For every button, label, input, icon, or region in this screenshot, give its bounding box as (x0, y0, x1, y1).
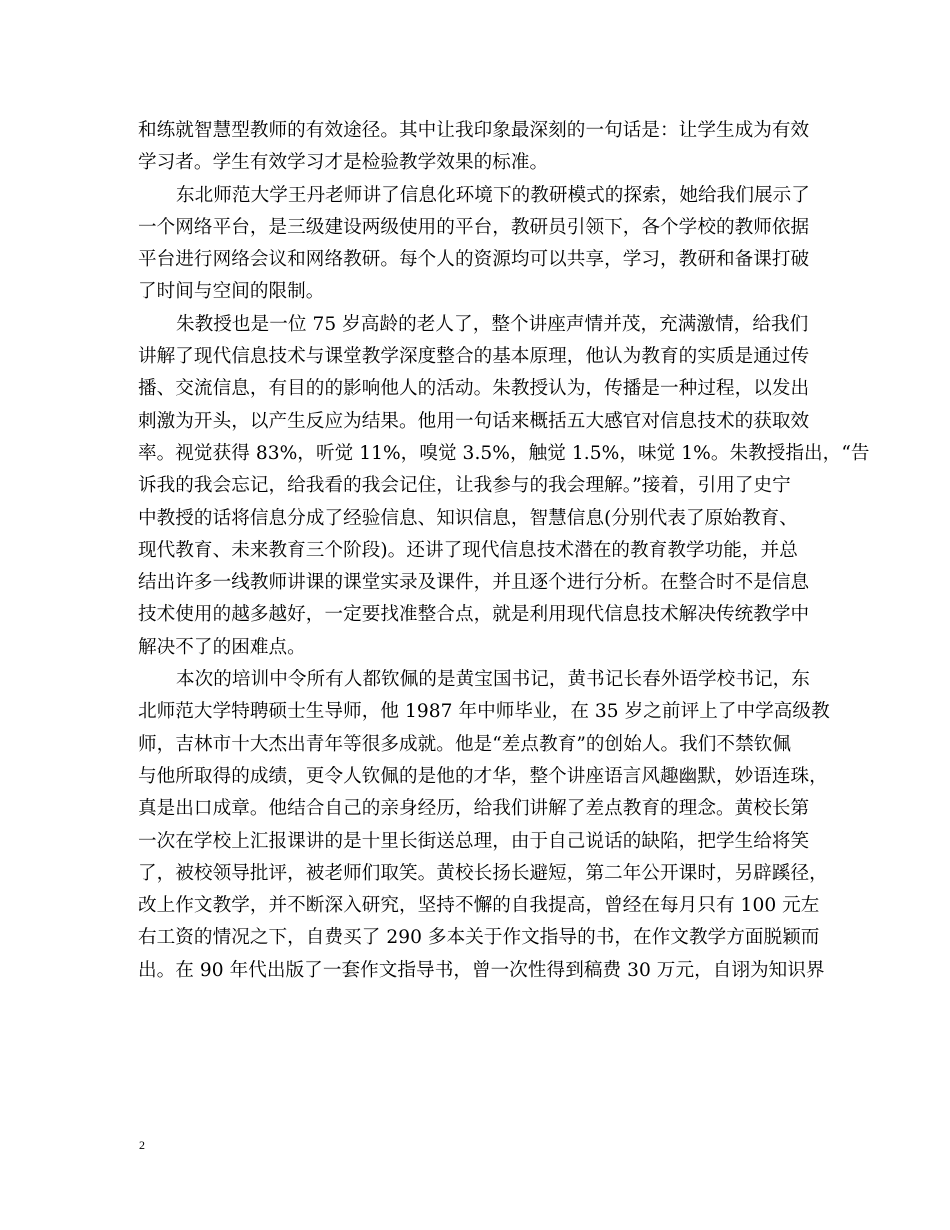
text-line: 解决不了的困难点。 (138, 636, 306, 658)
text-line: 中教授的话将信息分成了经验信息、知识信息，智慧信息(分别代表了原始教育、 (138, 507, 798, 529)
text-line: 结出许多一线教师讲课的课堂实录及课件，并且逐个进行分析。在整合时不是信息 (138, 572, 810, 594)
text-line: 了时间与空间的限制。 (138, 281, 325, 303)
text-line: 一次在学校上汇报课讲的是十里长街送总理，由于自己说话的缺陷，把学生给将笑 (138, 830, 810, 852)
text-line: 与他所取得的成绩，更令人钦佩的是他的才华，整个讲座语言风趣幽默，妙语连珠， (138, 765, 828, 787)
text-line: 师，吉林市十大杰出青年等很多成就。他是“差点教育”的创始人。我们不禁钦佩 (138, 733, 791, 755)
text-line: 现代教育、未来教育三个阶段)。还讲了现代信息技术潜在的教育教学功能，并总 (138, 539, 798, 561)
text-line: 本次的培训中令所有人都钦佩的是黄宝国书记，黄书记长春外语学校书记，东 (176, 669, 810, 691)
text-line: 学习者。学生有效学习才是检验教学效果的标准。 (138, 152, 549, 174)
page-number: 2 (139, 1138, 145, 1152)
text-line: 和练就智慧型教师的有效途径。其中让我印象最深刻的一句话是：让学生成为有效 (138, 120, 810, 141)
text-line: 讲解了现代信息技术与课堂教学深度整合的基本原理，他认为教育的实质是通过传 (138, 346, 810, 368)
text-line: 改上作文教学，并不断深入研究，坚持不懈的自我提高，曾经在每月只有 100 元左 (138, 895, 820, 917)
text-line: 率。视觉获得 83%，听觉 11%，嗅觉 3.5%，触觉 1.5%，味觉 1%。朱教授指出，“告 (138, 442, 870, 464)
text-line: 北师范大学特聘硕士生导师，他 1987 年中师毕业，在 35 岁之前评上了中学高级教 (138, 701, 830, 723)
text-line: 真是出口成章。他结合自己的亲身经历，给我们讲解了差点教育的理念。黄校长第 (138, 798, 810, 820)
text-line: 技术使用的越多越好，一定要找准整合点，就是利用现代信息技术解决传统教学中 (138, 604, 810, 626)
text-line: 出。在 90 年代出版了一套作文指导书，曾一次性得到稿费 30 万元，自诩为知识界 (138, 959, 825, 981)
text-line: 右工资的情况之下，自费买了 290 多本关于作文指导的书，在作文教学方面脱颖而 (138, 927, 820, 949)
text-line: 诉我的我会忘记，给我看的我会记住，让我参与的我会理解。”接着，引用了史宁 (138, 475, 791, 497)
text-line: 一个网络平台，是三级建设两级使用的平台，教研员引领下，各个学校的教师依据 (138, 216, 810, 238)
text-line: 东北师范大学王丹老师讲了信息化环境下的教研模式的探索，她给我们展示了 (176, 184, 810, 206)
text-line: 播、交流信息，有目的的影响他人的活动。朱教授认为，传播是一种过程，以发出 (138, 378, 810, 400)
body-text (138, 115, 870, 987)
text-line: 了，被校领导批评，被老师们取笑。黄校长扬长避短，第二年公开课时，另辟蹊径， (138, 862, 828, 884)
text-line: 刺激为开头，以产生反应为结果。他用一句话来概括五大感官对信息技术的获取效 (138, 410, 810, 432)
text-line: 平台进行网络会议和网络教研。每个人的资源均可以共享，学习，教研和备课打破 (138, 249, 810, 271)
text-line: 朱教授也是一位 75 岁高龄的老人了，整个讲座声情并茂，充满激情，给我们 (176, 313, 809, 335)
